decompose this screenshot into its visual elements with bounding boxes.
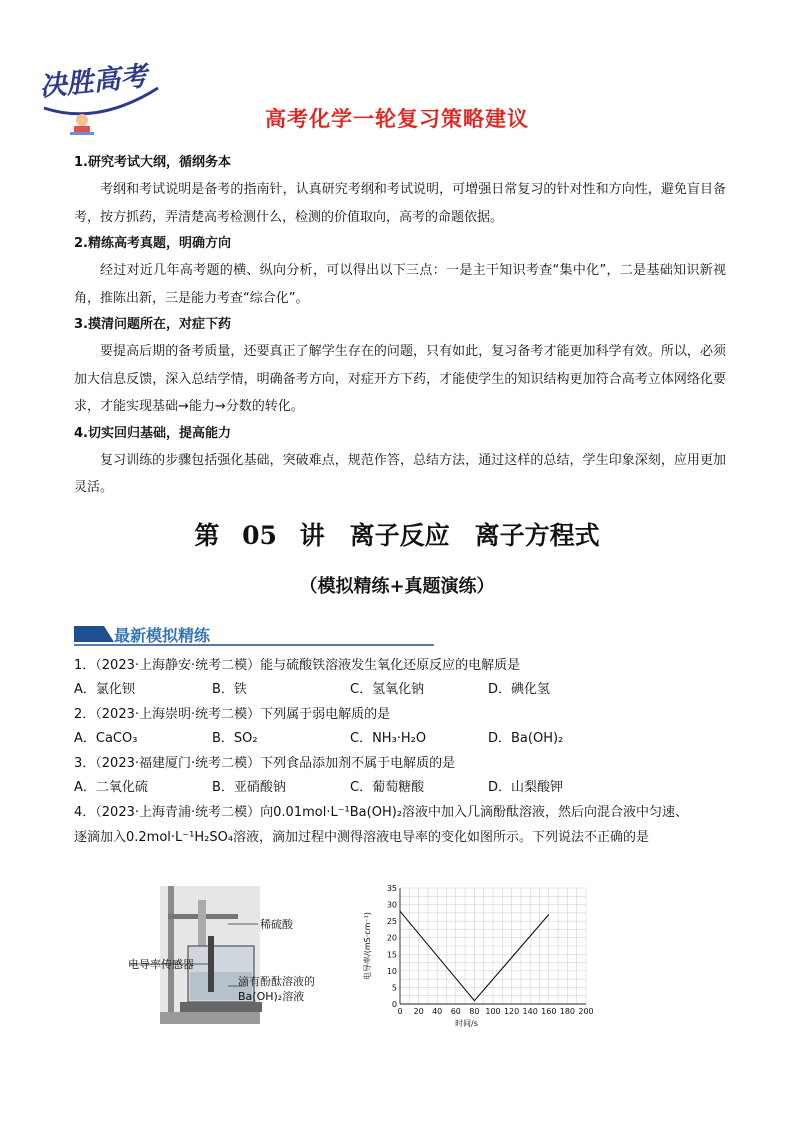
x-tick-label: 200 — [578, 1007, 594, 1016]
question-2: 2．（2023·上海崇明·统考二模）下列属于弱电解质的是 — [74, 707, 391, 722]
y-tick-label: 10 — [386, 966, 397, 976]
option-b: B．SO₂ — [212, 731, 258, 746]
label-sensor: 电导率传感器 — [128, 958, 194, 971]
option-a: A．CaCO₃ — [74, 731, 138, 746]
section-body: 经过对近几年高考题的横、纵向分析，可以得出以下三点：一是主干知识考查“集中化”，二是基础知识新视角，推陈出新，三是能力考查“综合化”。 — [74, 263, 726, 306]
option-a: A．氯化钡 — [74, 682, 135, 697]
x-tick-label: 20 — [413, 1007, 424, 1016]
y-tick-label: 0 — [391, 1000, 397, 1009]
x-tick-label: 120 — [503, 1007, 520, 1016]
option-b: B．亚硝酸钠 — [212, 780, 286, 795]
section-heading: 4.切实回归基础，提高能力 — [74, 425, 231, 441]
section-heading: 2.精练高考真题，明确方向 — [74, 236, 231, 251]
option-c: C．NH₃·H₂O — [350, 731, 427, 746]
conductivity-chart — [360, 882, 596, 1030]
option-d: D．Ba(OH)₂ — [488, 731, 564, 746]
x-tick-label: 0 — [397, 1007, 403, 1016]
question-1: 1．（2023·上海静安·统考二模）能与硫酸铁溶液发生氧化还原反应的电解质是 — [74, 658, 521, 673]
y-tick-label: 15 — [386, 950, 397, 960]
y-tick-label: 5 — [391, 983, 397, 993]
y-axis-label: 电导率/(mS·cm⁻¹) — [363, 912, 372, 980]
section-body: 考纲和考试说明是备考的指南针，认真研究考纲和考试说明，可增强日常复习的针对性和方向性，避免盲目备考，按方抓药，弄清楚高考检测什么，检测的价值取向，高考的命题依据。 — [74, 182, 726, 225]
apparatus-figure — [128, 886, 342, 1024]
logo-text: 决胜高考 — [38, 60, 149, 104]
x-tick-label: 60 — [450, 1007, 461, 1016]
question-4: 4．（2023·上海青浦·统考二模）向0.01mol·L⁻¹Ba(OH)₂溶液中加入几滴酚酞溶液，然后向混合液中匀速、 — [74, 805, 689, 820]
question-4-cont: 逐滴加入0.2mol·L⁻¹H₂SO₄溶液，滴加过程中测得溶液电导率的变化如图所示。下列说法不正确的是 — [74, 830, 650, 845]
strategy-sections — [74, 150, 726, 502]
option-d: D．碘化氢 — [488, 682, 551, 697]
x-tick-label: 160 — [541, 1007, 557, 1016]
section-heading: 3.摸清问题所在，对症下药 — [74, 317, 231, 332]
label-acid: 稀硫酸 — [260, 918, 293, 931]
x-tick-label: 40 — [432, 1007, 443, 1016]
option-a: A．二氧化硫 — [74, 780, 148, 795]
chart-grid — [400, 888, 586, 1004]
lecture-title: 第 05 讲 离子反应 离子方程式 — [194, 521, 600, 550]
option-d: D．山梨酸钾 — [488, 780, 564, 795]
section-heading: 1.研究考试大纲，循纲务本 — [74, 155, 231, 170]
banner-text: 最新模拟精练 — [114, 626, 211, 645]
y-tick-label: 20 — [386, 933, 397, 943]
x-tick-label: 180 — [559, 1007, 576, 1016]
option-b: B．铁 — [212, 682, 247, 697]
question-2-options — [74, 728, 734, 749]
lecture-subtitle: （模拟精练+真题演练） — [299, 576, 495, 597]
label-solution-1: 滴有酚酞溶液的 — [238, 975, 315, 988]
x-axis-label: 时间/s — [455, 1019, 478, 1028]
section-banner — [74, 620, 434, 648]
y-tick-label: 25 — [386, 917, 397, 927]
option-c: C．氢氧化钠 — [350, 682, 425, 697]
y-tick-label: 35 — [386, 884, 397, 893]
question-list — [74, 655, 734, 848]
question-3-options — [74, 777, 734, 798]
question-1-options — [74, 679, 734, 700]
x-tick-label: 140 — [522, 1007, 538, 1016]
section-body: 复习训练的步骤包括强化基础，突破难点，规范作答，总结方法，通过这样的总结，学生印象深刻，应用更加灵活。 — [74, 452, 726, 495]
y-tick-label: 30 — [386, 900, 397, 910]
question-3: 3．（2023·福建厦门·统考二模）下列食品添加剂不属于电解质的是 — [74, 756, 456, 771]
section-body: 要提高后期的备考质量，还要真正了解学生存在的问题，只有如此，复习备考才能更加科学有效。所以，必须加大信息反馈，深入总结学情，明确备考方向，对症开方下药，才能使学生的知识结构更加符合高考立体网络化要求，才能实现基础→能力→分数的转化。 — [74, 344, 726, 414]
label-solution-2: Ba(OH)₂溶液 — [238, 990, 305, 1003]
main-title: 高考化学一轮复习策略建议 — [265, 107, 529, 131]
chart-ticks — [387, 884, 594, 1016]
option-c: C．葡萄糖酸 — [350, 780, 425, 795]
x-tick-label: 80 — [469, 1007, 480, 1016]
x-tick-label: 100 — [485, 1007, 501, 1016]
